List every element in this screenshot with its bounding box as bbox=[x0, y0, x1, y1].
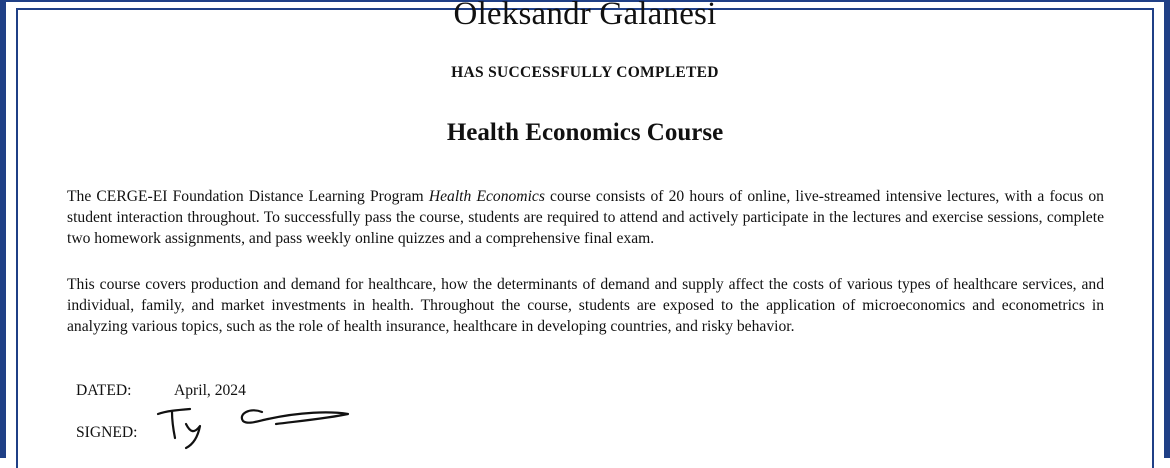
signature-stroke-c bbox=[242, 410, 268, 422]
signature-stroke-y bbox=[186, 424, 200, 448]
course-title: Health Economics Course bbox=[446, 119, 724, 146]
paragraph-text-start: The CERGE-EI Foundation Distance Learning Program bbox=[67, 188, 429, 205]
dated-label: DATED: bbox=[76, 382, 132, 399]
course-topics-paragraph: This course covers production and demand for healthcare, how the determinants of demand and supply affect the costs of various types of healthcare services, and individual, family, and market investments in health. Throughout the course, students are exposed to the application of microeconomics and econometrics in analyzing various topics, such as the role of health insurance, healthcare in developing countries, and risky behavior. bbox=[67, 276, 1104, 335]
dated-value: April, 2024 bbox=[174, 382, 246, 399]
paragraph-text-end: course consists of 20 hours of online, live-streamed intensive lectures, with a focus on student interaction throughout. To successfully pass the course, students are required to attend and actively participate in the lectures and exercise sessions, complete two homework assignments, and pass weekly online quizzes and a comprehensive final exam. bbox=[67, 188, 1104, 247]
signature-icon bbox=[150, 398, 370, 450]
course-description-paragraph bbox=[67, 186, 1104, 249]
paragraph-course-name: Health Economics bbox=[428, 188, 545, 205]
completed-label: HAS SUCCESSFULLY COMPLETED bbox=[451, 64, 719, 81]
signed-label: SIGNED: bbox=[76, 424, 138, 441]
signature-stroke-t-bar bbox=[158, 409, 190, 414]
signature-stroke-tail bbox=[268, 412, 348, 424]
recipient-name: Oleksandr Galanesi bbox=[453, 0, 717, 32]
signature-stroke-t-stem bbox=[172, 412, 175, 438]
